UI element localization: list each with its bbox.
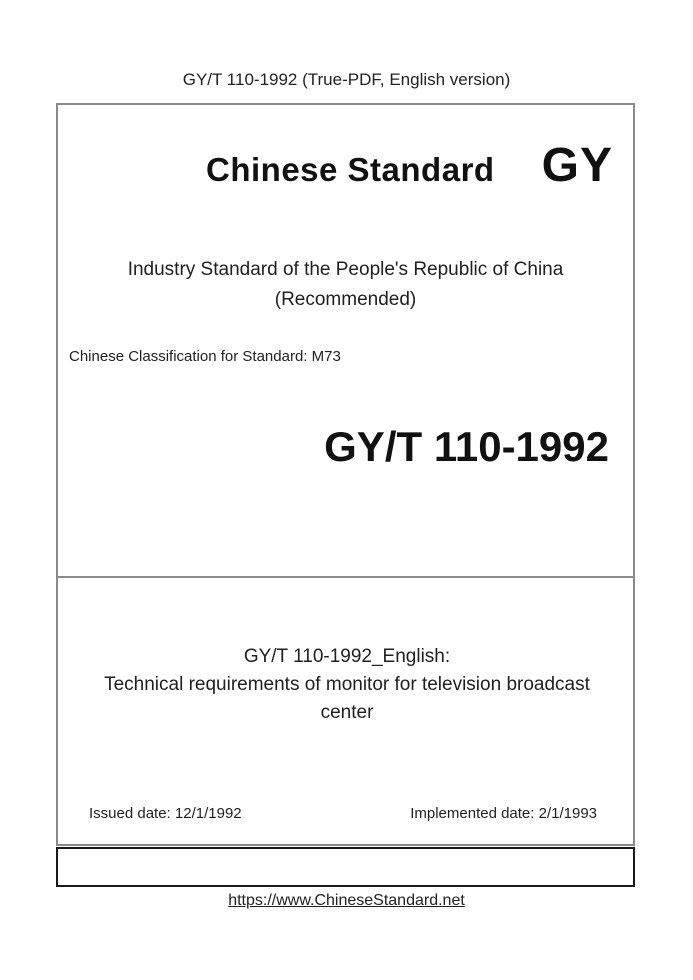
website-link[interactable]: https://www.ChineseStandard.net: [228, 892, 465, 909]
footer-link-wrap: [0, 892, 693, 910]
english-title: Technical requirements of monitor for television broadcast center: [104, 674, 590, 723]
subtitle-block: [58, 255, 633, 315]
footer-empty-box: [56, 847, 635, 887]
subtitle-line-2: (Recommended): [274, 289, 417, 310]
implemented-date: Implemented date: 2/1/1993: [410, 805, 597, 822]
standard-number: GY/T 110-1992: [324, 423, 609, 470]
issued-date: Issued date: 12/1/1992: [89, 805, 242, 822]
section-divider: [58, 576, 633, 578]
english-code-line: GY/T 110-1992_English:: [243, 646, 451, 667]
brand-row: [206, 139, 613, 192]
gy-logo: GY: [541, 139, 613, 192]
dates-row: [89, 805, 597, 822]
classification-text: Chinese Classification for Standard: M73: [69, 348, 341, 365]
english-title-block: [77, 643, 617, 727]
subtitle-line-1: Industry Standard of the People's Republic of China: [127, 259, 564, 280]
cover-box: [56, 103, 635, 846]
document-header: GY/T 110-1992 (True-PDF, English version): [182, 70, 511, 89]
brand-title: Chinese Standard: [206, 151, 495, 188]
